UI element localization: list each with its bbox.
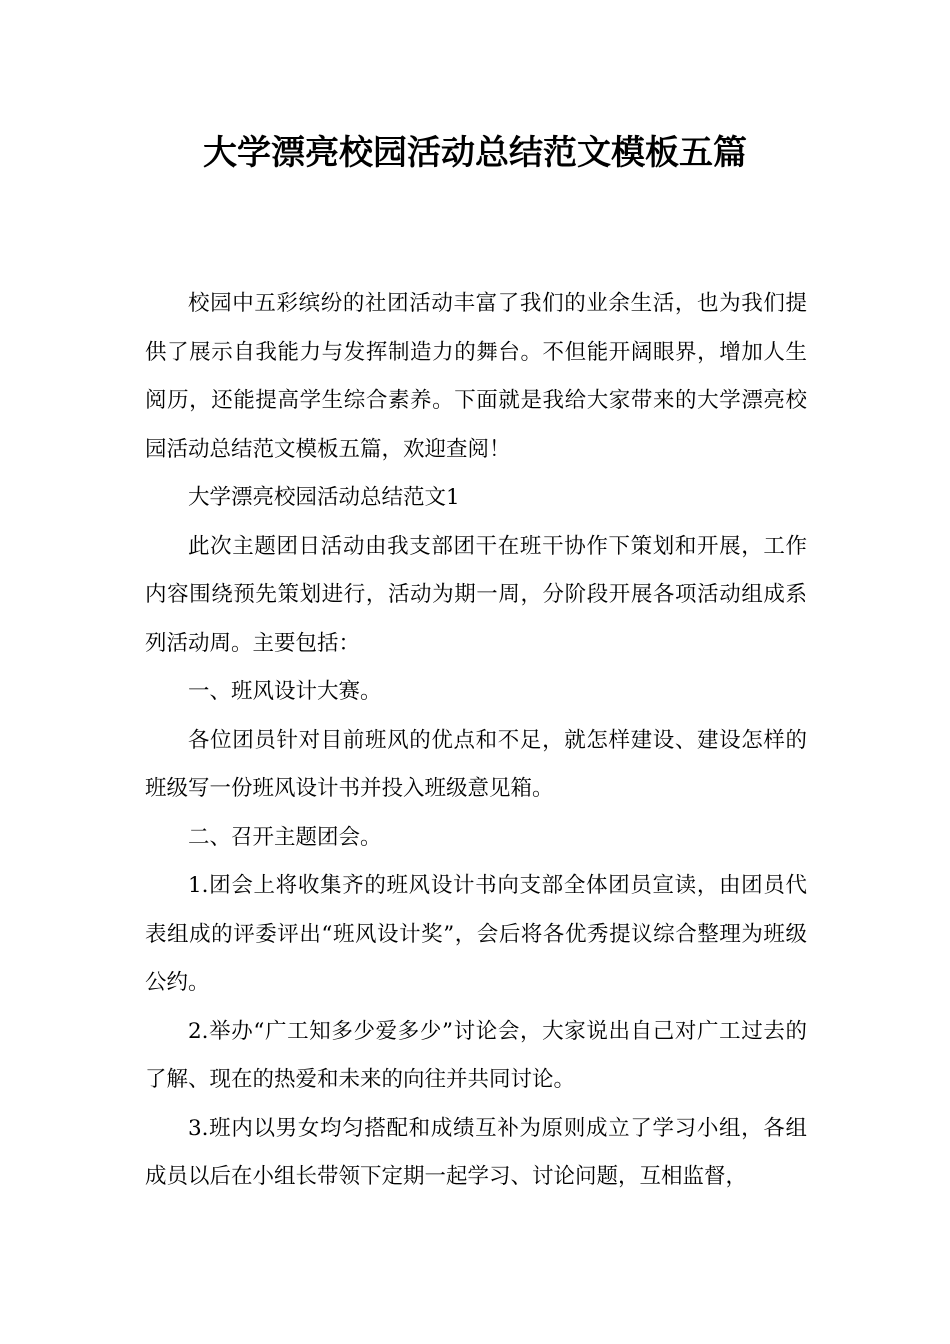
list-heading: 二、召开主题团会。 <box>188 824 382 850</box>
list-item: 3.班内以男女均匀搭配和成绩互补为原则成立了学习小组，各组成员以后在小组长带领下定期一起学习、讨论问题，互相监督， <box>145 1115 807 1189</box>
list-heading: 一、班风设计大赛。 <box>188 679 382 704</box>
document-title: 大学漂亮校园活动总结范文模板五篇 <box>203 133 747 173</box>
intro-paragraph: 校园中五彩缤纷的社团活动丰富了我们的业余生活，也为我们提供了展示自我能力与发挥制造力的舞台。不但能开阔眼界，增加人生阅历，还能提高学生综合素养。下面就是我给大家带来的大学漂亮校园活动总结范文模板五篇，欢迎查阅！ <box>145 291 807 462</box>
body-paragraph: 此次主题团日活动由我支部团干在班干协作下策划和开展，工作内容围绕预先策划进行，活动为期一周，分阶段开展各项活动组成系列活动周。主要包括： <box>145 533 807 656</box>
section-heading: 大学漂亮校园活动总结范文1 <box>188 485 460 510</box>
list-item: 2.举办“广工知多少爱多少”讨论会，大家说出自己对广工过去的了解、现在的热爱和未来的向往并共同讨论。 <box>145 1018 807 1092</box>
list-item: 1.团会上将收集齐的班风设计书向支部全体团员宣读，由团员代表组成的评委评出“班风设计奖”，会后将各优秀提议综合整理为班级公约。 <box>145 873 807 995</box>
body-paragraph: 各位团员针对目前班风的优点和不足，就怎样建设、建设怎样的班级写一份班风设计书并投入班级意见箱。 <box>145 727 807 801</box>
document-body <box>145 280 807 1202</box>
